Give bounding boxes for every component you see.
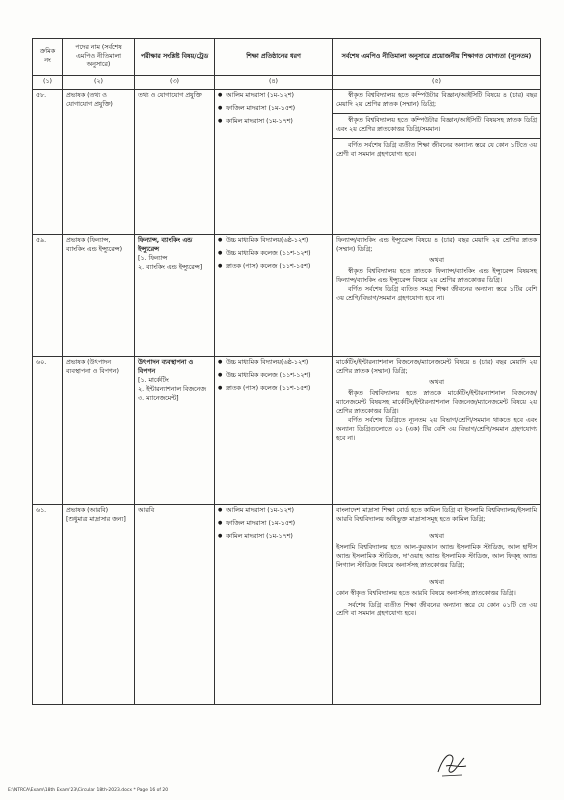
serial-cell: ৫৮. [33, 90, 63, 235]
header-institution: শিক্ষা প্রতিষ্ঠানের ধরণ [215, 39, 333, 76]
qualification-cell [333, 90, 541, 235]
col-number: (৩) [135, 76, 215, 90]
institution-item: ● আলিম মাদরাসা (১ম-১২শ) [218, 92, 329, 101]
qualification-text: বর্ণিত সর্বশেষ ডিগ্রি ব্যতীত শিক্ষা জীবনের অন্যান্য স্তরে যে কোন ১টিতে ৩য় শ্রেণী বা সমমান গ্রহণযোগ্য হবে। [336, 141, 537, 158]
qualification-text: কোন স্বীকৃত বিশ্ববিদ্যালয় হতে আরবি বিষয়ে অনার্সসহ স্নাতকোত্তর ডিগ্রি। [336, 589, 516, 597]
subject-cell [135, 505, 215, 705]
institution-item: ● উচ্চ মাধ্যমিক বিদ্যালয়(৬ষ্ঠ-১২শ) [218, 359, 329, 368]
institution-cell [215, 357, 333, 505]
subject-cell [135, 90, 215, 235]
table-row [33, 505, 541, 705]
post-cell: প্রভাষক (উৎপাদন ব্যবস্থাপনা ও বিপণন) [63, 357, 135, 505]
qualification-text: সর্বশেষ ডিগ্রি ব্যতীত শিক্ষা জীবনের অন্যান্য স্তরে যে কোন ০১টি তে ৩য় শ্রেণি বা সমমান গ্রহণযোগ্য হবে। [336, 601, 537, 618]
institution-item: ● ফাজিল মাদরাসা (১ম-১৫শ) [218, 520, 329, 529]
subject-item: ২. ব্যাংকিং এন্ড ইন্স্যুরেন্স] [138, 263, 203, 271]
institution-cell [215, 235, 333, 357]
serial-cell: ৬১. [33, 505, 63, 705]
subject-title: ফিন্যান্স, ব্যাংকিং এন্ড ইন্স্যুরেন্স [138, 237, 193, 253]
qualification-text: ফিন্যান্স/ব্যাংকিং এন্ড ইন্স্যুরেন্স বিষয়ে ৪ (চার) বছর মেয়াদি ২য় শ্রেণির স্নাতক (সম্মান) ডিগ্রি; [336, 237, 537, 253]
or-label: অথবা [429, 378, 444, 386]
institution-item: ● কামিল মাদরাসা (১ম-১৭শ) [218, 533, 329, 542]
or-label: অথবা [429, 256, 444, 264]
institution-item: ● উচ্চ মাধ্যমিক কলেজ (১১শ-১২শ) [218, 250, 329, 259]
col-number: (৫) [333, 76, 541, 90]
institution-cell [215, 90, 333, 235]
qualification-text: বর্ণিত সর্বশেষ ডিগ্রিতে ন্যূনতম ২য় বিভাগ/শ্রেণি/সমমান থাকতে হবে এবং অন্যান্য ডিগ্রিগুলোতে ০১ (এক) টির বেশি ৩য় বিভাগ/শ্রেণি/সমমান গ্রহণযোগ্য হবে না। [336, 416, 537, 442]
table-row [33, 90, 541, 235]
post-cell: প্রভাষক (তথ্য ও যোগাযোগ প্রযুক্তি) [63, 90, 135, 235]
or-label: অথবা [429, 532, 444, 540]
subject-item: [১. মার্কেটিং [138, 376, 169, 384]
subject-title: তথ্য ও যোগাযোগ প্রযুক্তি [138, 92, 202, 99]
subject-title: আরবি [138, 507, 155, 514]
qualification-text: স্বীকৃত বিশ্ববিদ্যালয় হতে স্নাতকে ফিন্যান্স/ব্যাংকিং এন্ড ইন্স্যুরেন্স বিষয়সহ ফিন্যান্স/ব্যাংকিং এন্ড ইন্স্যুরেন্স বিষয়ে ২য় শ্রেণির স্নাতকোত্তর ডিগ্রি। [336, 267, 537, 284]
qualification-text: স্বীকৃত বিশ্ববিদ্যালয় হতে কম্পিউটার বিজ্ঞান/আইসিটি বিষয়ে ৪ (চার) বছর মেয়াদি ২য় শ্রেণির স্নাতক (সম্মান) ডিগ্রি; [336, 92, 537, 108]
qualification-text: ইসলামি বিশ্ববিদ্যালয় হতে আল-কুরআন অ্যান্ড ইসলামিক স্টাডিজ, আল হাদীস অ্যান্ড ইসলামিক স্টাডিজ, দা'ওয়াহ অ্যান্ড ইসলামিক স্টাডিজ, আল ফিক্হ অ্যান্ড লিগ্যাল স্টাডিজ বিষয়ে অনার্সসহ স্নাতকোত্তর ডিগ্রি; [336, 543, 537, 569]
subject-item: ২. ইন্টারন্যাশনাল বিজনেজ [138, 385, 206, 393]
header-qualification: সর্বশেষ এমপিও নীতিমালা অনুসারে প্রয়োজনীয় শিক্ষাগত যোগ্যতা (ন্যূনতম) [333, 39, 541, 76]
header-subject: পরীক্ষার সংশ্লিষ্ট বিষয়/ট্রেড [135, 39, 215, 76]
header-serial: ক্রমিক নং [33, 39, 63, 76]
institution-item: ● স্নাতক (পাস) কলেজ (১১শ-১৫শ) [218, 263, 329, 272]
qualification-text: মার্কেটিং/ইন্টারন্যাশনাল বিজনেজ/ম্যানেজমেন্ট বিষয়ে ৪ (চার) বছর মেয়াদি ২য় শ্রেণির স্নাতক (সম্মান) ডিগ্রি; [336, 359, 537, 375]
subject-cell [135, 235, 215, 357]
header-post: পদের নাম (সর্বশেষ এমপিও নীতিমালা অনুসারে) [63, 39, 135, 76]
subject-item: [১. ফিন্যান্স [138, 254, 168, 262]
institution-cell [215, 505, 333, 705]
serial-cell: ৫৯. [33, 235, 63, 357]
institution-item: ● উচ্চ মাধ্যমিক কলেজ (১১শ-১২শ) [218, 372, 329, 381]
institution-item: ● ফাজিল মাদরাসা (১ম-১৫শ) [218, 105, 329, 114]
qualification-cell [333, 357, 541, 505]
table-row [33, 357, 541, 505]
institution-item: ● স্নাতক (পাস) কলেজ (১১শ-১৫শ) [218, 385, 329, 394]
column-number-row [33, 76, 541, 90]
table-row [33, 235, 541, 357]
qualification-text: বর্ণিত সর্বশেষ ডিগ্রি ব্যতিত সমগ্র শিক্ষা জীবনের অন্যান্য স্তরে ১টির বেশি ৩য় শ্রেণি/বিভাগ/সমমান গ্রহণযোগ্য হবে না। [336, 285, 537, 302]
qualification-cell [333, 235, 541, 357]
col-number: (৪) [215, 76, 333, 90]
qualification-table [32, 38, 541, 705]
subject-cell [135, 357, 215, 505]
qualification-text: বাংলাদেশ মাদ্রাসা শিক্ষা বোর্ড হতে কামিল ডিগ্রি বা ইসলামি বিশ্ববিদ্যালয়/ইসলামি আরবি বিশ্ববিদ্যালয় অধিভুক্ত মাদ্রাসাসমূহ হতে কামিল ডিগ্রি; [336, 507, 537, 523]
qualification-text: স্বীকৃত বিশ্ববিদ্যালয় হতে কম্পিউটার বিজ্ঞান/আইসিটি বিষয়সহ স্নাতক ডিগ্রি এবং ২য় শ্রেণির স্নাতকোত্তর ডিগ্রি/সমমান। [336, 116, 537, 133]
page-footer: E:\NTRCA\Exam\18th Exam'23\Circular 18th-2023.docx * Page 16 of 20 [8, 788, 169, 793]
subject-item: ৩. ম্যানেজমেন্ট] [138, 394, 179, 402]
post-cell: প্রভাষক (আরবি) [শুধুমাত্র মাদ্রাসার জন্য] [63, 505, 135, 705]
post-cell: প্রভাষক (ফিন্যান্স, ব্যাংকিং এন্ড ইন্স্যুরেন্স) [63, 235, 135, 357]
serial-cell: ৬০. [33, 357, 63, 505]
signature-icon [432, 742, 472, 782]
subject-title: উৎপাদন ব্যবস্থাপনা ও বিপণন [138, 359, 194, 375]
or-label: অথবা [429, 578, 444, 586]
institution-item: ● আলিম মাদরাসা (১ম-১২শ) [218, 507, 329, 516]
qualification-cell [333, 505, 541, 705]
col-number: (১) [33, 76, 63, 90]
qualification-text: স্বীকৃত বিশ্ববিদ্যালয় হতে স্নাতকে মার্কেটিং/ইন্টারন্যাশনাল বিজনেজ/ম্যানেজমেন্ট বিষয়সহ মার্কেটিং/ইন্টারন্যাশনাল বিজনেজ/ম্যানেজমেন্ট বিষয়ে ২য় শ্রেণির স্নাতকোত্তর ডিগ্রি। [336, 389, 537, 415]
table-header-row [33, 39, 541, 76]
institution-item: ● উচ্চ মাধ্যমিক বিদ্যালয়(৬ষ্ঠ-১২শ) [218, 237, 329, 246]
col-number: (২) [63, 76, 135, 90]
institution-item: ● কামিল মাদরাসা (১ম-১৭শ) [218, 118, 329, 127]
